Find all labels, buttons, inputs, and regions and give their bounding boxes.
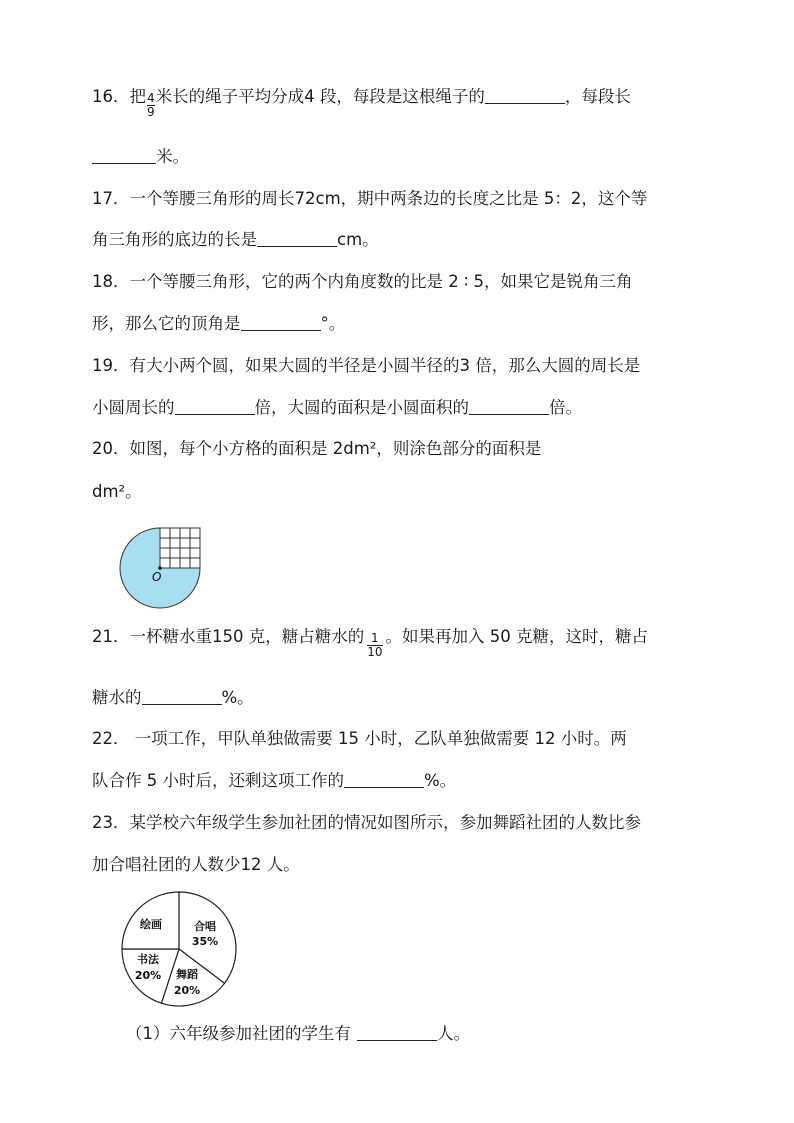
question-19-line1: 19．有大小两个圆，如果大圆的半径是小圆半径的3 倍，那么大圆的周长是: [92, 356, 641, 375]
q18-text-b: °。: [320, 314, 346, 333]
question-23-sub1: [126, 1023, 470, 1045]
q19-text-a: 小圆周长的: [92, 398, 175, 417]
q19-text-b: 倍，大圆的面积是小圆面积的: [254, 398, 469, 417]
q21-fraction: [367, 632, 382, 659]
q20-figure: [114, 522, 214, 612]
q16-fraction: [147, 92, 155, 119]
q23-sub1-blank[interactable]: [357, 1024, 437, 1041]
q23-pie-chart: [114, 890, 244, 1014]
q16-frac-den: 9: [147, 105, 155, 119]
pie-label-shufa: 书法: [137, 953, 159, 966]
q19-blank-2[interactable]: [469, 398, 549, 415]
q20-grid: [160, 528, 200, 568]
q21-frac-num: 1: [371, 631, 379, 645]
question-18-line1: 18．一个等腰三角形，它的两个内角度数的比是 2 ∶ 5，如果它是锐角三角: [92, 272, 633, 291]
q17-text-a: 角三角形的底边的长是: [92, 230, 257, 249]
q21-text-d: %。: [221, 688, 254, 707]
question-23-line1: 23．某学校六年级学生参加社团的情况如图所示，参加舞蹈社团的人数比参: [92, 813, 641, 832]
pie-label-huihua: 绘画: [140, 918, 162, 931]
question-16-line1: [92, 84, 631, 119]
question-17-line2: [92, 229, 379, 251]
question-21-line2: [92, 687, 254, 709]
q16-frac-num: 4: [147, 91, 155, 105]
pie-value-wudao: 20%: [173, 984, 201, 997]
pie-value-hechang: 35%: [191, 935, 219, 948]
pie-value-shufa: 20%: [134, 969, 162, 982]
q22-blank[interactable]: [344, 771, 424, 788]
question-21-line1: [92, 624, 649, 659]
q16-text-c: 米。: [156, 147, 189, 166]
q16-text-b: ，每段长: [564, 87, 631, 106]
question-17-line1: 17．一个等腰三角形的周长72cm，期中两条边的长度之比是 5：2，这个等: [92, 189, 648, 208]
q17-text-b: cm。: [337, 230, 379, 249]
question-23-line2: 加合唱社团的人数少12 人。: [92, 855, 300, 874]
question-16-line2: [92, 146, 189, 168]
pie-label-hechang: 合唱: [194, 920, 216, 933]
q16-blank-2[interactable]: [92, 147, 156, 164]
q18-blank[interactable]: [241, 314, 321, 331]
q22-text-a: 队合作 5 小时后，还剩这项工作的: [92, 771, 344, 790]
q20-center-label: O: [152, 570, 162, 584]
q16-text-a: 米长的绳子平均分成4 段，每段是这根绳子的: [155, 87, 485, 106]
pie-label-wudao: 舞蹈: [176, 968, 198, 981]
question-19-line2: [92, 397, 582, 419]
q16-blank-1[interactable]: [485, 87, 565, 104]
q21-text-b: 。如果再加入 50 克糖，这时，糖占: [385, 627, 649, 646]
question-20-line2: dm²。: [92, 482, 142, 501]
q17-blank[interactable]: [257, 230, 337, 247]
q23-sub1-text-a: （1）六年级参加社团的学生有: [126, 1024, 351, 1043]
q21-text-c: 糖水的: [92, 688, 142, 707]
q21-blank[interactable]: [142, 688, 222, 705]
q19-text-c: 倍。: [549, 398, 582, 417]
q21-text-a: 21．一杯糖水重150 克，糖占糖水的: [92, 627, 365, 646]
q19-blank-1[interactable]: [175, 398, 255, 415]
q21-frac-den: 10: [367, 645, 383, 659]
q18-text-a: 形，那么它的顶角是: [92, 314, 241, 333]
q16-number: 16．把: [92, 87, 146, 106]
q23-sub1-text-b: 人。: [437, 1024, 470, 1043]
question-20-line1: 20．如图，每个小方格的面积是 2dm²，则涂色部分的面积是: [92, 439, 542, 458]
question-22-line1: 22． 一项工作，甲队单独做需要 15 小时，乙队单独做需要 12 小时。两: [92, 729, 627, 748]
q22-text-b: %。: [424, 771, 457, 790]
question-22-line2: [92, 770, 456, 792]
question-18-line2: [92, 313, 345, 335]
